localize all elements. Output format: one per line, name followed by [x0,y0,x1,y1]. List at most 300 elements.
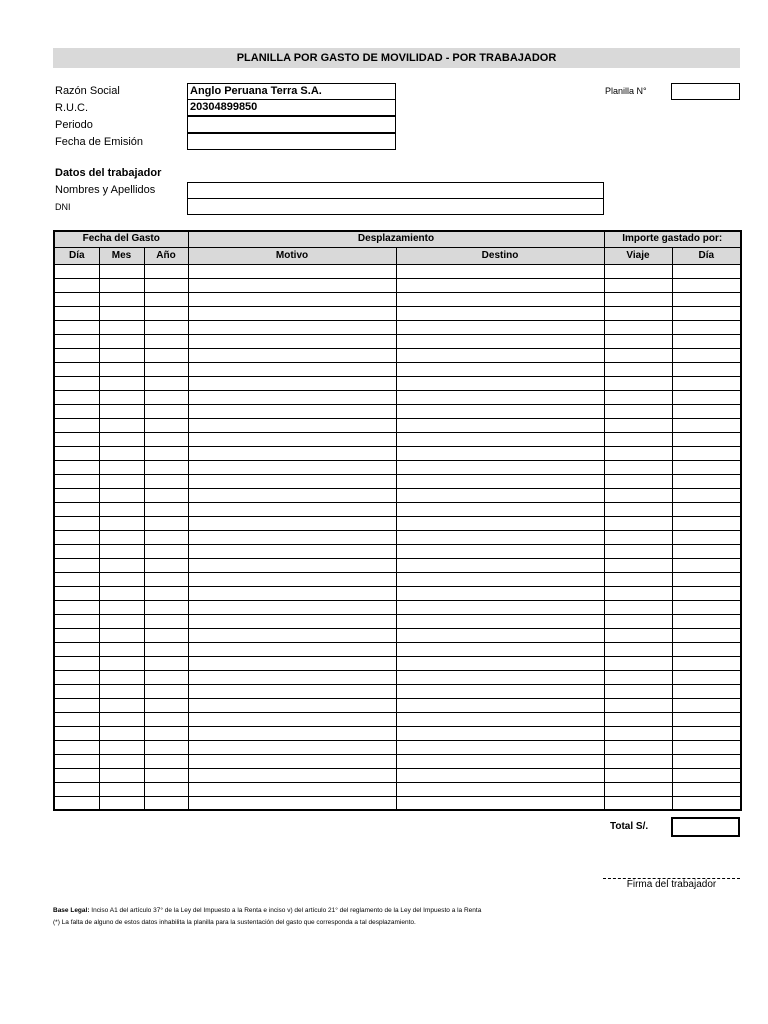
cell-dia[interactable] [54,362,99,376]
cell-destino[interactable] [396,348,604,362]
dni-field[interactable] [187,198,604,215]
cell-dia-importe[interactable] [672,306,741,320]
cell-destino[interactable] [396,418,604,432]
cell-dia[interactable] [54,320,99,334]
total-label: Total S/. [610,821,649,832]
cell-motivo[interactable] [188,376,396,390]
table-row [54,796,741,810]
cell-viaje[interactable] [604,488,672,502]
cell-mes[interactable] [99,530,144,544]
cell-mes[interactable] [99,740,144,754]
cell-mes[interactable] [99,572,144,586]
cell-dia[interactable] [54,418,99,432]
cell-dia-importe[interactable] [672,292,741,306]
cell-dia-importe[interactable] [672,600,741,614]
cell-dia[interactable] [54,390,99,404]
cell-mes[interactable] [99,628,144,642]
cell-dia-importe[interactable] [672,726,741,740]
cell-destino[interactable] [396,768,604,782]
cell-viaje[interactable] [604,432,672,446]
cell-ano[interactable] [144,754,188,768]
table-row [54,782,741,796]
cell-dia-importe[interactable] [672,614,741,628]
table-row [54,390,741,404]
cell-viaje[interactable] [604,292,672,306]
cell-viaje[interactable] [604,362,672,376]
cell-ano[interactable] [144,712,188,726]
cell-viaje[interactable] [604,712,672,726]
cell-dia-importe[interactable] [672,376,741,390]
cell-ano[interactable] [144,306,188,320]
cell-dia[interactable] [54,474,99,488]
cell-motivo[interactable] [188,572,396,586]
cell-ano[interactable] [144,418,188,432]
cell-motivo[interactable] [188,712,396,726]
cell-viaje[interactable] [604,306,672,320]
cell-ano[interactable] [144,656,188,670]
cell-destino[interactable] [396,740,604,754]
cell-ano[interactable] [144,432,188,446]
cell-destino[interactable] [396,628,604,642]
fecha-emision-field[interactable] [187,133,396,150]
cell-motivo[interactable] [188,670,396,684]
cell-destino[interactable] [396,726,604,740]
cell-motivo[interactable] [188,446,396,460]
cell-dia[interactable] [54,754,99,768]
cell-ano[interactable] [144,740,188,754]
cell-motivo[interactable] [188,726,396,740]
cell-ano[interactable] [144,628,188,642]
cell-destino[interactable] [396,670,604,684]
cell-ano[interactable] [144,474,188,488]
cell-motivo[interactable] [188,502,396,516]
cell-motivo[interactable] [188,460,396,474]
cell-viaje[interactable] [604,460,672,474]
cell-ano[interactable] [144,376,188,390]
cell-dia[interactable] [54,726,99,740]
cell-ano[interactable] [144,516,188,530]
cell-motivo[interactable] [188,796,396,810]
cell-destino[interactable] [396,362,604,376]
cell-destino[interactable] [396,488,604,502]
cell-viaje[interactable] [604,684,672,698]
cell-ano[interactable] [144,292,188,306]
signature-label: Firma del trabajador [626,879,717,890]
group-header-desplazamiento: Desplazamiento [188,231,604,247]
cell-motivo[interactable] [188,306,396,320]
cell-mes[interactable] [99,656,144,670]
cell-dia-importe[interactable] [672,740,741,754]
table-row [54,628,741,642]
cell-mes[interactable] [99,796,144,810]
cell-dia[interactable] [54,712,99,726]
cell-viaje[interactable] [604,642,672,656]
cell-dia[interactable] [54,488,99,502]
cell-motivo[interactable] [188,264,396,278]
cell-destino[interactable] [396,264,604,278]
cell-dia-importe[interactable] [672,586,741,600]
cell-viaje[interactable] [604,740,672,754]
table-row [54,614,741,628]
cell-ano[interactable] [144,348,188,362]
cell-dia-importe[interactable] [672,544,741,558]
cell-destino[interactable] [396,390,604,404]
cell-ano[interactable] [144,670,188,684]
cell-motivo[interactable] [188,432,396,446]
cell-ano[interactable] [144,544,188,558]
cell-destino[interactable] [396,376,604,390]
cell-motivo[interactable] [188,418,396,432]
cell-motivo[interactable] [188,558,396,572]
cell-destino[interactable] [396,754,604,768]
cell-mes[interactable] [99,544,144,558]
cell-mes[interactable] [99,488,144,502]
cell-mes[interactable] [99,698,144,712]
cell-dia[interactable] [54,628,99,642]
cell-mes[interactable] [99,712,144,726]
cell-dia-importe[interactable] [672,404,741,418]
cell-motivo[interactable] [188,600,396,614]
cell-destino[interactable] [396,614,604,628]
cell-mes[interactable] [99,474,144,488]
cell-destino[interactable] [396,502,604,516]
cell-mes[interactable] [99,614,144,628]
cell-mes[interactable] [99,348,144,362]
cell-dia-importe[interactable] [672,712,741,726]
periodo-field[interactable] [187,116,396,133]
cell-destino[interactable] [396,460,604,474]
cell-dia[interactable] [54,460,99,474]
cell-ano[interactable] [144,446,188,460]
cell-ano[interactable] [144,488,188,502]
nombres-label: Nombres y Apellidos [55,184,156,196]
cell-ano[interactable] [144,600,188,614]
cell-viaje[interactable] [604,446,672,460]
cell-destino[interactable] [396,530,604,544]
cell-mes[interactable] [99,404,144,418]
cell-dia-importe[interactable] [672,628,741,642]
cell-dia[interactable] [54,264,99,278]
cell-motivo[interactable] [188,740,396,754]
cell-dia-importe[interactable] [672,460,741,474]
cell-motivo[interactable] [188,530,396,544]
cell-motivo[interactable] [188,404,396,418]
cell-mes[interactable] [99,460,144,474]
cell-dia[interactable] [54,502,99,516]
cell-viaje[interactable] [604,586,672,600]
cell-dia-importe[interactable] [672,418,741,432]
cell-motivo[interactable] [188,754,396,768]
cell-dia[interactable] [54,684,99,698]
cell-dia[interactable] [54,740,99,754]
cell-viaje[interactable] [604,502,672,516]
cell-dia-importe[interactable] [672,320,741,334]
cell-viaje[interactable] [604,530,672,544]
cell-mes[interactable] [99,782,144,796]
cell-destino[interactable] [396,712,604,726]
cell-mes[interactable] [99,362,144,376]
cell-viaje[interactable] [604,796,672,810]
cell-motivo[interactable] [188,278,396,292]
cell-motivo[interactable] [188,362,396,376]
cell-motivo[interactable] [188,516,396,530]
cell-mes[interactable] [99,600,144,614]
cell-ano[interactable] [144,460,188,474]
cell-destino[interactable] [396,586,604,600]
cell-ano[interactable] [144,502,188,516]
cell-dia[interactable] [54,292,99,306]
cell-dia[interactable] [54,558,99,572]
cell-ano[interactable] [144,614,188,628]
cell-dia[interactable] [54,306,99,320]
cell-motivo[interactable] [188,474,396,488]
cell-motivo[interactable] [188,334,396,348]
cell-viaje[interactable] [604,558,672,572]
cell-viaje[interactable] [604,474,672,488]
cell-motivo[interactable] [188,614,396,628]
cell-motivo[interactable] [188,684,396,698]
cell-viaje[interactable] [604,404,672,418]
cell-viaje[interactable] [604,768,672,782]
cell-ano[interactable] [144,558,188,572]
cell-dia-importe[interactable] [672,796,741,810]
table-row [54,768,741,782]
cell-ano[interactable] [144,642,188,656]
cell-motivo[interactable] [188,642,396,656]
cell-viaje[interactable] [604,376,672,390]
cell-viaje[interactable] [604,614,672,628]
cell-viaje[interactable] [604,418,672,432]
cell-ano[interactable] [144,334,188,348]
cell-mes[interactable] [99,278,144,292]
cell-mes[interactable] [99,670,144,684]
cell-dia[interactable] [54,642,99,656]
cell-mes[interactable] [99,642,144,656]
cell-dia[interactable] [54,670,99,684]
cell-dia[interactable] [54,614,99,628]
table-row [54,432,741,446]
cell-mes[interactable] [99,292,144,306]
cell-motivo[interactable] [188,768,396,782]
cell-mes[interactable] [99,446,144,460]
cell-dia[interactable] [54,376,99,390]
cell-ano[interactable] [144,698,188,712]
cell-mes[interactable] [99,558,144,572]
cell-ano[interactable] [144,572,188,586]
cell-destino[interactable] [396,432,604,446]
cell-viaje[interactable] [604,544,672,558]
cell-destino[interactable] [396,446,604,460]
cell-dia[interactable] [54,782,99,796]
cell-viaje[interactable] [604,278,672,292]
cell-ano[interactable] [144,264,188,278]
cell-ano[interactable] [144,684,188,698]
cell-dia-importe[interactable] [672,348,741,362]
cell-dia[interactable] [54,404,99,418]
cell-destino[interactable] [396,278,604,292]
cell-dia[interactable] [54,334,99,348]
cell-ano[interactable] [144,404,188,418]
cell-ano[interactable] [144,390,188,404]
cell-destino[interactable] [396,698,604,712]
cell-viaje[interactable] [604,264,672,278]
cell-dia[interactable] [54,600,99,614]
cell-motivo[interactable] [188,782,396,796]
razon-social-field[interactable]: Anglo Peruana Terra S.A. [187,83,396,100]
cell-dia-importe[interactable] [672,390,741,404]
cell-viaje[interactable] [604,348,672,362]
table-row [54,530,741,544]
cell-dia-importe[interactable] [672,684,741,698]
cell-viaje[interactable] [604,628,672,642]
cell-motivo[interactable] [188,348,396,362]
cell-dia-importe[interactable] [672,362,741,376]
cell-destino[interactable] [396,544,604,558]
cell-mes[interactable] [99,586,144,600]
cell-dia[interactable] [54,432,99,446]
cell-dia-importe[interactable] [672,558,741,572]
cell-dia[interactable] [54,796,99,810]
cell-viaje[interactable] [604,782,672,796]
cell-dia[interactable] [54,348,99,362]
cell-viaje[interactable] [604,726,672,740]
cell-ano[interactable] [144,530,188,544]
cell-dia-importe[interactable] [672,488,741,502]
cell-mes[interactable] [99,264,144,278]
cell-motivo[interactable] [188,628,396,642]
cell-dia-importe[interactable] [672,446,741,460]
cell-ano[interactable] [144,320,188,334]
cell-destino[interactable] [396,516,604,530]
cell-mes[interactable] [99,754,144,768]
cell-dia-importe[interactable] [672,642,741,656]
cell-dia-importe[interactable] [672,432,741,446]
cell-viaje[interactable] [604,698,672,712]
cell-viaje[interactable] [604,572,672,586]
cell-dia-importe[interactable] [672,334,741,348]
cell-destino[interactable] [396,600,604,614]
cell-dia[interactable] [54,698,99,712]
cell-ano[interactable] [144,362,188,376]
cell-viaje[interactable] [604,390,672,404]
ruc-field[interactable]: 20304899850 [187,99,396,116]
cell-viaje[interactable] [604,600,672,614]
cell-dia[interactable] [54,572,99,586]
cell-destino[interactable] [396,558,604,572]
cell-destino[interactable] [396,306,604,320]
cell-ano[interactable] [144,796,188,810]
cell-destino[interactable] [396,404,604,418]
nombres-field[interactable] [187,182,604,199]
cell-destino[interactable] [396,320,604,334]
table-row [54,418,741,432]
cell-dia[interactable] [54,516,99,530]
cell-dia-importe[interactable] [672,502,741,516]
cell-motivo[interactable] [188,698,396,712]
cell-mes[interactable] [99,726,144,740]
cell-dia-importe[interactable] [672,278,741,292]
cell-viaje[interactable] [604,516,672,530]
cell-mes[interactable] [99,376,144,390]
cell-mes[interactable] [99,320,144,334]
cell-mes[interactable] [99,516,144,530]
planilla-number-field[interactable] [671,83,740,100]
cell-motivo[interactable] [188,656,396,670]
cell-dia-importe[interactable] [672,782,741,796]
cell-dia[interactable] [54,768,99,782]
cell-viaje[interactable] [604,656,672,670]
cell-mes[interactable] [99,306,144,320]
cell-dia-importe[interactable] [672,516,741,530]
cell-destino[interactable] [396,684,604,698]
cell-dia-importe[interactable] [672,754,741,768]
cell-viaje[interactable] [604,334,672,348]
total-field[interactable] [671,817,740,837]
cell-dia-importe[interactable] [672,264,741,278]
cell-dia-importe[interactable] [672,572,741,586]
cell-dia-importe[interactable] [672,530,741,544]
cell-dia-importe[interactable] [672,656,741,670]
cell-mes[interactable] [99,390,144,404]
cell-destino[interactable] [396,796,604,810]
cell-motivo[interactable] [188,320,396,334]
cell-dia[interactable] [54,586,99,600]
cell-motivo[interactable] [188,586,396,600]
cell-mes[interactable] [99,502,144,516]
cell-mes[interactable] [99,334,144,348]
cell-destino[interactable] [396,572,604,586]
cell-dia[interactable] [54,446,99,460]
table-row [54,502,741,516]
cell-dia[interactable] [54,656,99,670]
cell-destino[interactable] [396,292,604,306]
cell-motivo[interactable] [188,544,396,558]
table-row [54,320,741,334]
cell-dia[interactable] [54,544,99,558]
cell-motivo[interactable] [188,292,396,306]
cell-destino[interactable] [396,474,604,488]
fecha-emision-label: Fecha de Emisión [55,136,144,148]
cell-dia-importe[interactable] [672,474,741,488]
cell-dia[interactable] [54,278,99,292]
cell-destino[interactable] [396,656,604,670]
cell-destino[interactable] [396,782,604,796]
cell-dia-importe[interactable] [672,670,741,684]
cell-mes[interactable] [99,418,144,432]
cell-dia[interactable] [54,530,99,544]
cell-ano[interactable] [144,586,188,600]
ruc-label: R.U.C. [55,102,88,114]
cell-ano[interactable] [144,782,188,796]
cell-viaje[interactable] [604,320,672,334]
table-row [54,292,741,306]
cell-viaje[interactable] [604,670,672,684]
cell-motivo[interactable] [188,488,396,502]
cell-dia-importe[interactable] [672,768,741,782]
cell-destino[interactable] [396,642,604,656]
cell-mes[interactable] [99,432,144,446]
cell-dia-importe[interactable] [672,698,741,712]
cell-mes[interactable] [99,684,144,698]
cell-ano[interactable] [144,768,188,782]
cell-destino[interactable] [396,334,604,348]
planilla-number-label: Planilla N° [605,86,647,96]
cell-ano[interactable] [144,278,188,292]
cell-motivo[interactable] [188,390,396,404]
cell-ano[interactable] [144,726,188,740]
cell-mes[interactable] [99,768,144,782]
cell-viaje[interactable] [604,754,672,768]
